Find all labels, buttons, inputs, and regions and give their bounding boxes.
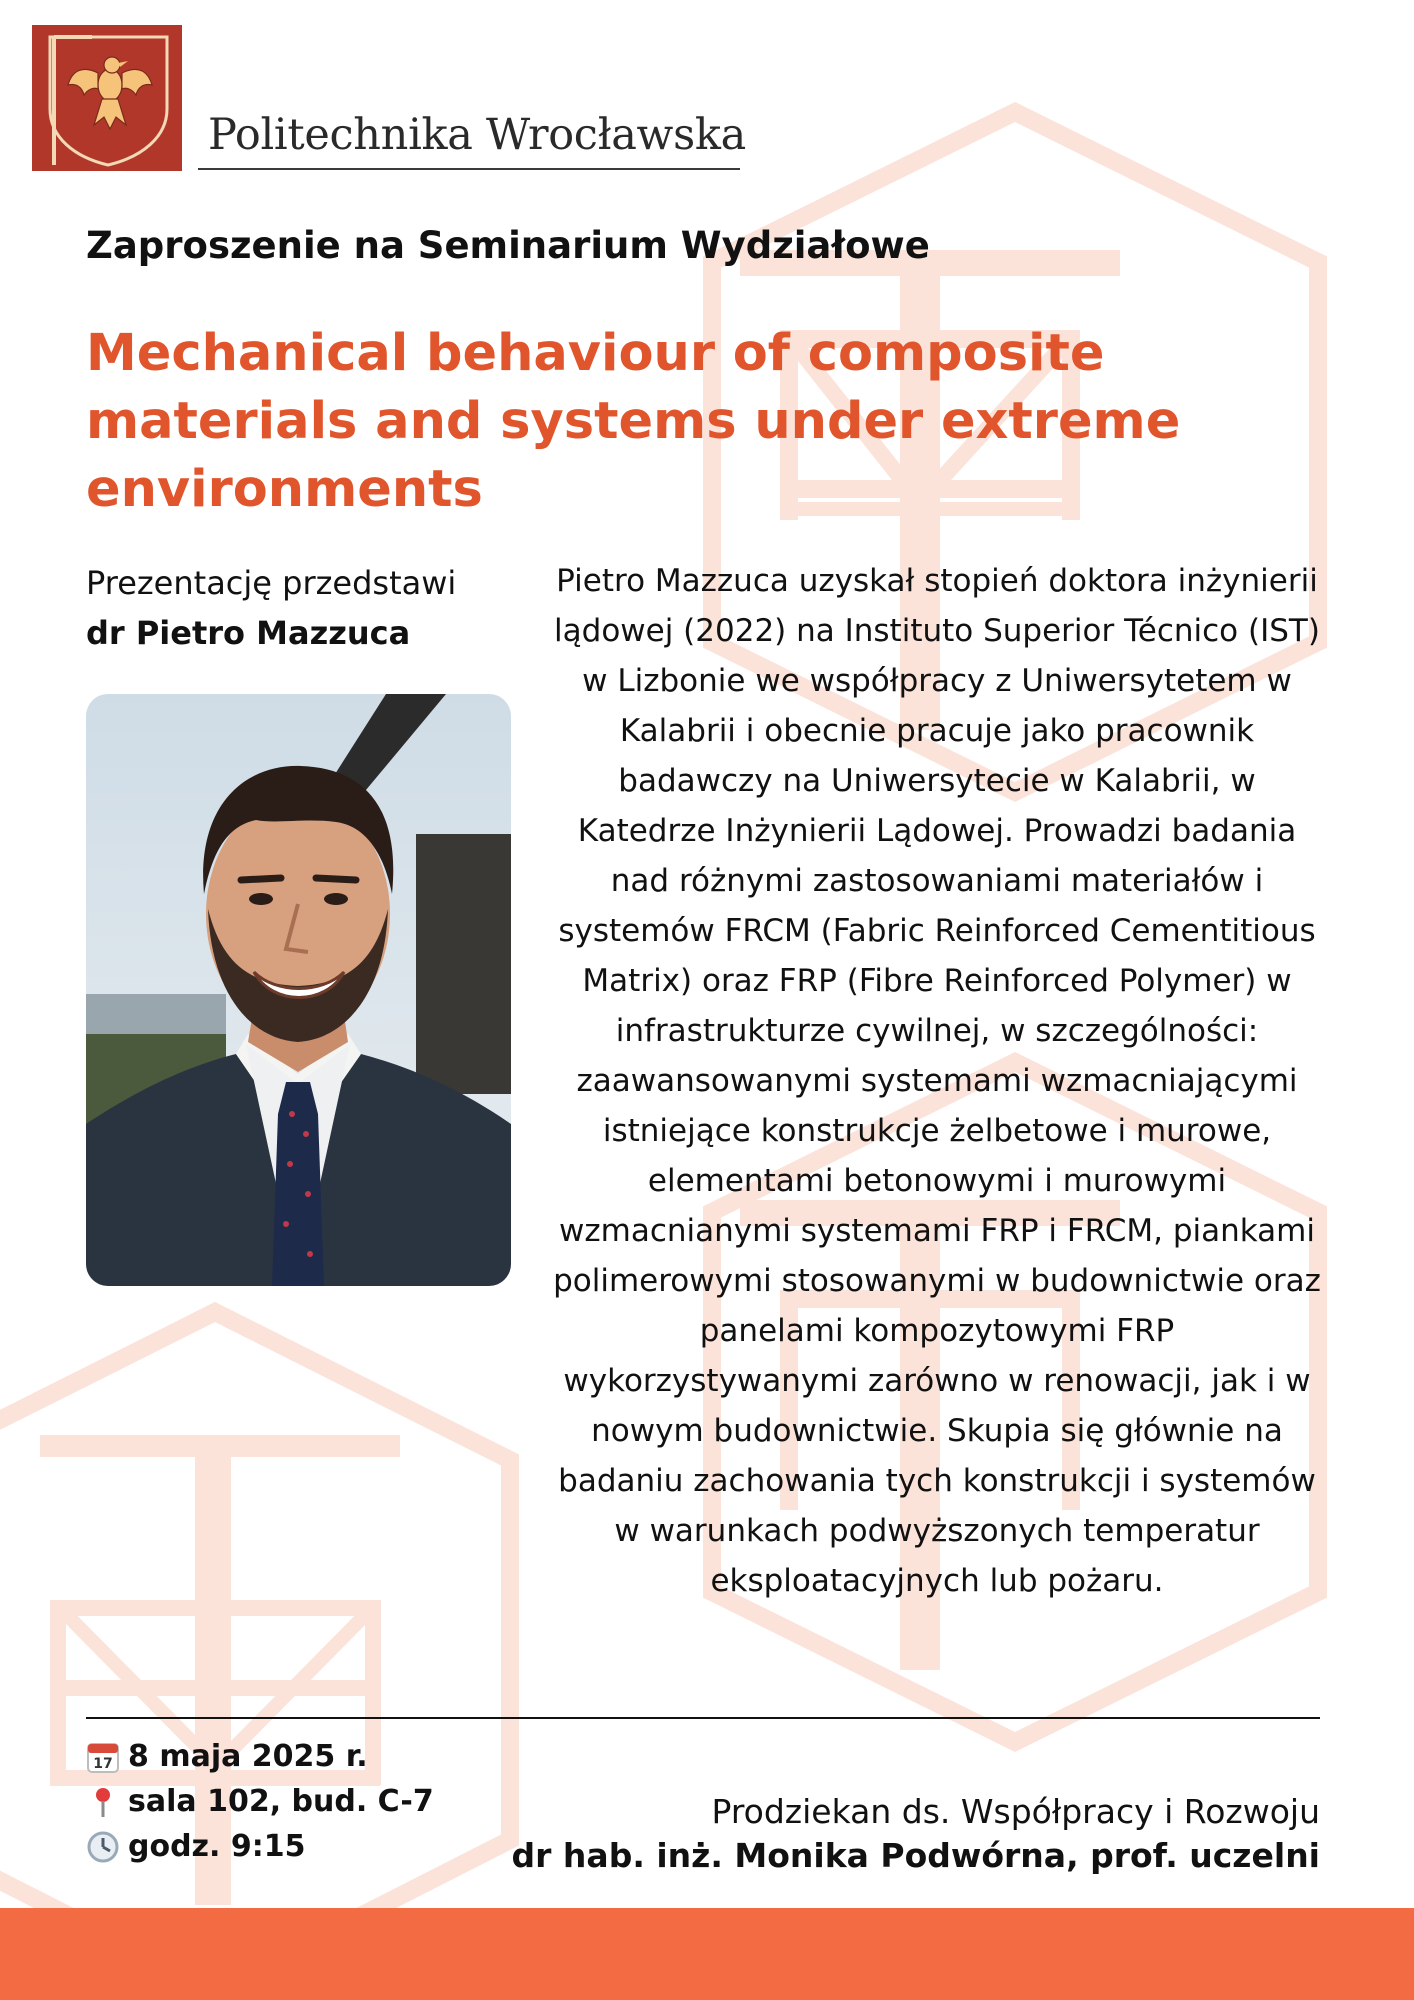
footer-band bbox=[0, 1908, 1414, 2000]
event-time-text: godz. 9:15 bbox=[128, 1829, 306, 1864]
logo-underline bbox=[198, 168, 740, 170]
presenter-name: dr Pietro Mazzuca bbox=[86, 614, 411, 652]
svg-text:17: 17 bbox=[93, 1755, 113, 1772]
footer-divider bbox=[86, 1717, 1320, 1719]
signature-role: Prodziekan ds. Współpracy i Rozwoju bbox=[711, 1792, 1320, 1831]
event-room bbox=[86, 1779, 434, 1824]
clock-icon bbox=[86, 1830, 120, 1864]
event-details bbox=[86, 1734, 434, 1869]
pin-icon bbox=[86, 1785, 120, 1819]
seminar-title: Mechanical behaviour of composite materials and systems under extreme environments bbox=[86, 324, 1181, 519]
university-logo bbox=[32, 25, 182, 171]
speaker-photo bbox=[86, 694, 511, 1286]
event-time bbox=[86, 1824, 434, 1869]
signature-block bbox=[512, 1790, 1320, 1878]
event-date bbox=[86, 1734, 434, 1779]
calendar-icon bbox=[86, 1740, 120, 1774]
event-room-text: sala 102, bud. C-7 bbox=[128, 1784, 434, 1819]
eagle-emblem-icon bbox=[32, 25, 182, 171]
invitation-heading: Zaproszenie na Seminarium Wydziałowe bbox=[86, 224, 930, 267]
presenter-intro: Prezentację przedstawi bbox=[86, 564, 457, 602]
speaker-bio: Pietro Mazzuca uzyskał stopień doktora inżynierii lądowej (2022) na Instituto Superior Técnico (IST) w Lizbonie we współpracy z Uniwersytetem w Kalabrii i obecnie pracuje jako pracownik badawczy na Uniwersytecie w Kalabrii, w Katedrze Inżynierii Lądowej. Prowadzi badania nad różnymi zastosowaniami materiałów i systemów FRCM (Fabric Reinforced Cementitious Matrix) oraz FRP (Fibre Reinforced Polymer) w infrastrukturze cywilnej, w szczególności: zaawansowanymi systemami wzmacniającymi istniejące konstrukcje żelbetowe i murowe, elementami betonowymi i murowymi wzmacnianymi systemami FRP i FRCM, piankami polimerowymi stosowanymi w budownictwie oraz panelami kompozytowymi FRP wykorzystywanymi zarówno w renowacji, jak i w nowym budownictwie. Skupia się głównie na badaniu zachowania tych konstrukcji i systemów w warunkach podwyższonych temperatur eksploatacyjnych lub pożaru. bbox=[553, 563, 1321, 1599]
signature-name: dr hab. inż. Monika Podwórna, prof. uczelni bbox=[511, 1836, 1320, 1875]
event-date-text: 8 maja 2025 r. bbox=[128, 1739, 368, 1774]
university-name: Politechnika Wrocławska bbox=[208, 110, 746, 160]
